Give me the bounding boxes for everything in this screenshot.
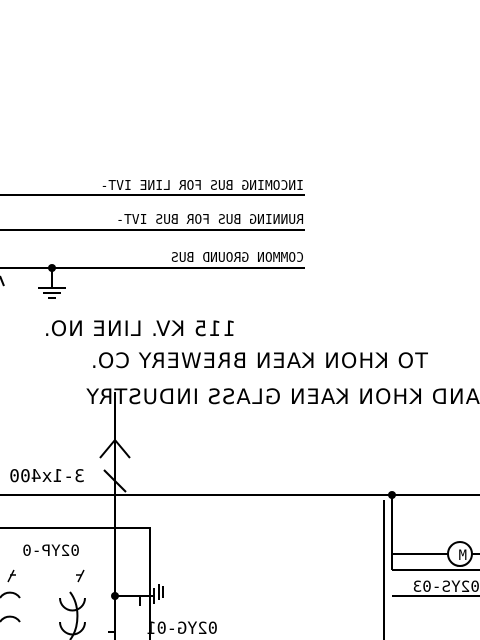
- line-title-1: 115 KV. LINE NO.: [42, 317, 236, 341]
- pt-coil-icon: [0, 592, 85, 640]
- ground-icon: [38, 288, 66, 298]
- pt-box-label: 02YP-0: [22, 541, 80, 560]
- motor-circuit-label: 02YS-03: [412, 577, 480, 596]
- line-title-3: AND KHON KAEN GLASS INDUSTRY: [85, 385, 480, 409]
- ground-switch-icon: [115, 584, 163, 606]
- cable-label: 3-1x400: [9, 466, 85, 487]
- pt-fuse-icons: [8, 570, 84, 582]
- ground-switch-label: 02YG-01: [146, 619, 218, 639]
- line-title-2: TO KHON KAEN BREWERY CO.: [90, 349, 428, 373]
- lightning-stub: [0, 276, 4, 286]
- running-bus-label: RUNNING BUS FOR BUS IVT-: [116, 213, 304, 228]
- motor-label: M: [458, 548, 467, 564]
- incoming-bus-label: INCOMING BUS FOR LINE IVT-: [100, 179, 304, 194]
- ground-bus-label: COMMON GROUND BUS: [170, 251, 304, 266]
